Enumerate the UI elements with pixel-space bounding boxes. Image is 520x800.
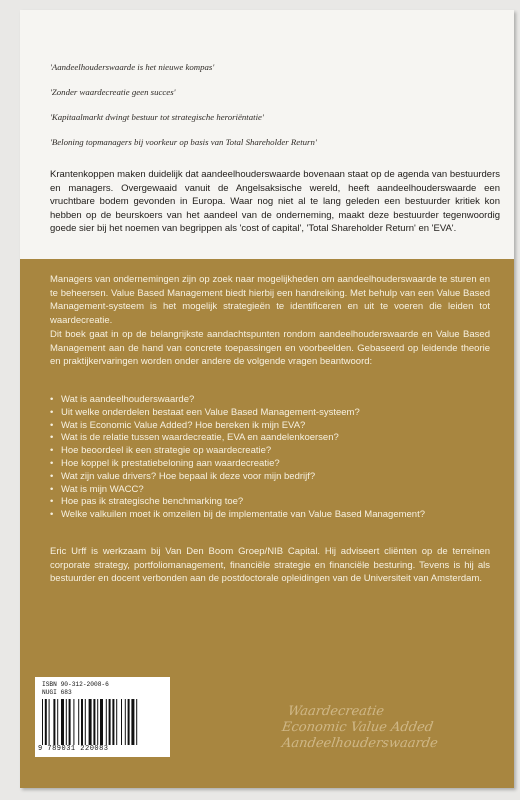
intro-paragraph: Krantenkoppen maken duidelijk dat aandeelhouderswaarde bovenaan staat op de agenda van bestuurders en managers. Overgewaaid vanuit de Angelsaksische wereld, heeft aandeelhouderswaarde een vruchtbare bodem gevonden in Europa. Waar nog niet al te lang geleden een bestuurder kritiek kon hebben op de beurskoers van het aandeel van de onderneming, maakt deze bestuurder tegenwoordig goede sier bij het noemen van begrippen als 'cost of capital', 'Total Shareholder Return' en 'EVA'. (50, 169, 500, 235)
barcode-label (35, 677, 170, 757)
list-item: • Wat is aandeelhouderswaarde? (50, 394, 195, 405)
watermark-line-3: Aandeelhouderswaarde (280, 736, 439, 751)
bullet-icon: • (50, 432, 54, 444)
barcode-icon (42, 699, 162, 745)
list-item: • Hoe koppel ik prestatiebeloning aan waardecreatie? (50, 457, 280, 469)
nugi-text: NUGI 683 (42, 689, 72, 696)
bullet-icon: • (50, 483, 54, 495)
list-item: • Wat is mijn WACC? (50, 483, 144, 495)
list-item: • Wat is de relatie tussen waardecreatie, EVA en aandelenkoersen? (50, 432, 339, 444)
bullet-icon: • (50, 509, 54, 521)
gold-panel (20, 259, 514, 788)
bullet-icon: • (50, 445, 54, 457)
bullet-icon: • (50, 457, 54, 469)
list-item: • Uit welke onderdelen bestaat een Value Based Management-systeem? (50, 406, 360, 418)
watermark-line-1: Waardecreatie (286, 704, 386, 719)
headline-quote-2: 'Zonder waardecreatie geen succes' (50, 87, 176, 97)
headline-quote-4: 'Beloning topmanagers bij voorkeur op basis van Total Shareholder Return' (50, 137, 317, 147)
bullet-icon: • (50, 394, 54, 405)
book-paragraph: Dit boek gaat in op de belangrijkste aandachtspunten rondom aandeelhouderswaarde en Value Based Management aan de hand van concrete toepassingen en voorbeelden. Gebaseerd op leidende theorie en praktijkervaringen worden onder andere de volgende vragen beantwoord: (50, 329, 490, 368)
barcode-number: 9 789031 220083 (38, 745, 109, 753)
question-list (50, 394, 500, 522)
author-bio: Eric Urff is werkzaam bij Van Den Boom Groep/NIB Capital. Hij adviseert cliënten op de terreinen corporate strategy, portfoliomanagement, financiële strategie en financiële besturing. Tevens is hij als bestuurder en docent verbonden aan de postdoctorale opleidingen van de Universiteit van Amsterdam. (50, 546, 490, 585)
bullet-icon: • (50, 419, 54, 431)
bullet-icon: • (50, 496, 54, 508)
headline-quote-3: 'Kapitaalmarkt dwingt bestuur tot strategische heroriëntatie' (50, 112, 264, 122)
list-item: • Hoe beoordeel ik een strategie op waardecreatie? (50, 445, 272, 457)
isbn-text: ISBN 90-312-2008-6 (42, 681, 109, 688)
list-item: • Welke valkuilen moet ik omzeilen bij de implementatie van Value Based Management? (50, 509, 426, 521)
list-item: • Wat is Economic Value Added? Hoe bereken ik mijn EVA? (50, 419, 306, 431)
list-item: • Hoe pas ik strategische benchmarking toe? (50, 496, 244, 508)
bullet-icon: • (50, 406, 54, 418)
headline-quote-1: 'Aandeelhouderswaarde is het nieuwe kompas' (50, 62, 215, 72)
list-item: • Wat zijn value drivers? Hoe bepaal ik deze voor mijn bedrijf? (50, 470, 316, 482)
book-back-cover (20, 10, 514, 788)
watermark-line-2: Economic Value Added (280, 720, 435, 735)
top-panel (20, 10, 514, 259)
bullet-icon: • (50, 470, 54, 482)
vbm-paragraph: Managers van ondernemingen zijn op zoek naar mogelijkheden om aandeelhouderswaarde te sturen en te beheersen. Value Based Management biedt hierbij een handreiking. Met behulp van een Value Based Management-systeem is het mogelijk strategieën te identificeren en uit te voeren die leiden tot waardecreatie. (50, 274, 490, 326)
